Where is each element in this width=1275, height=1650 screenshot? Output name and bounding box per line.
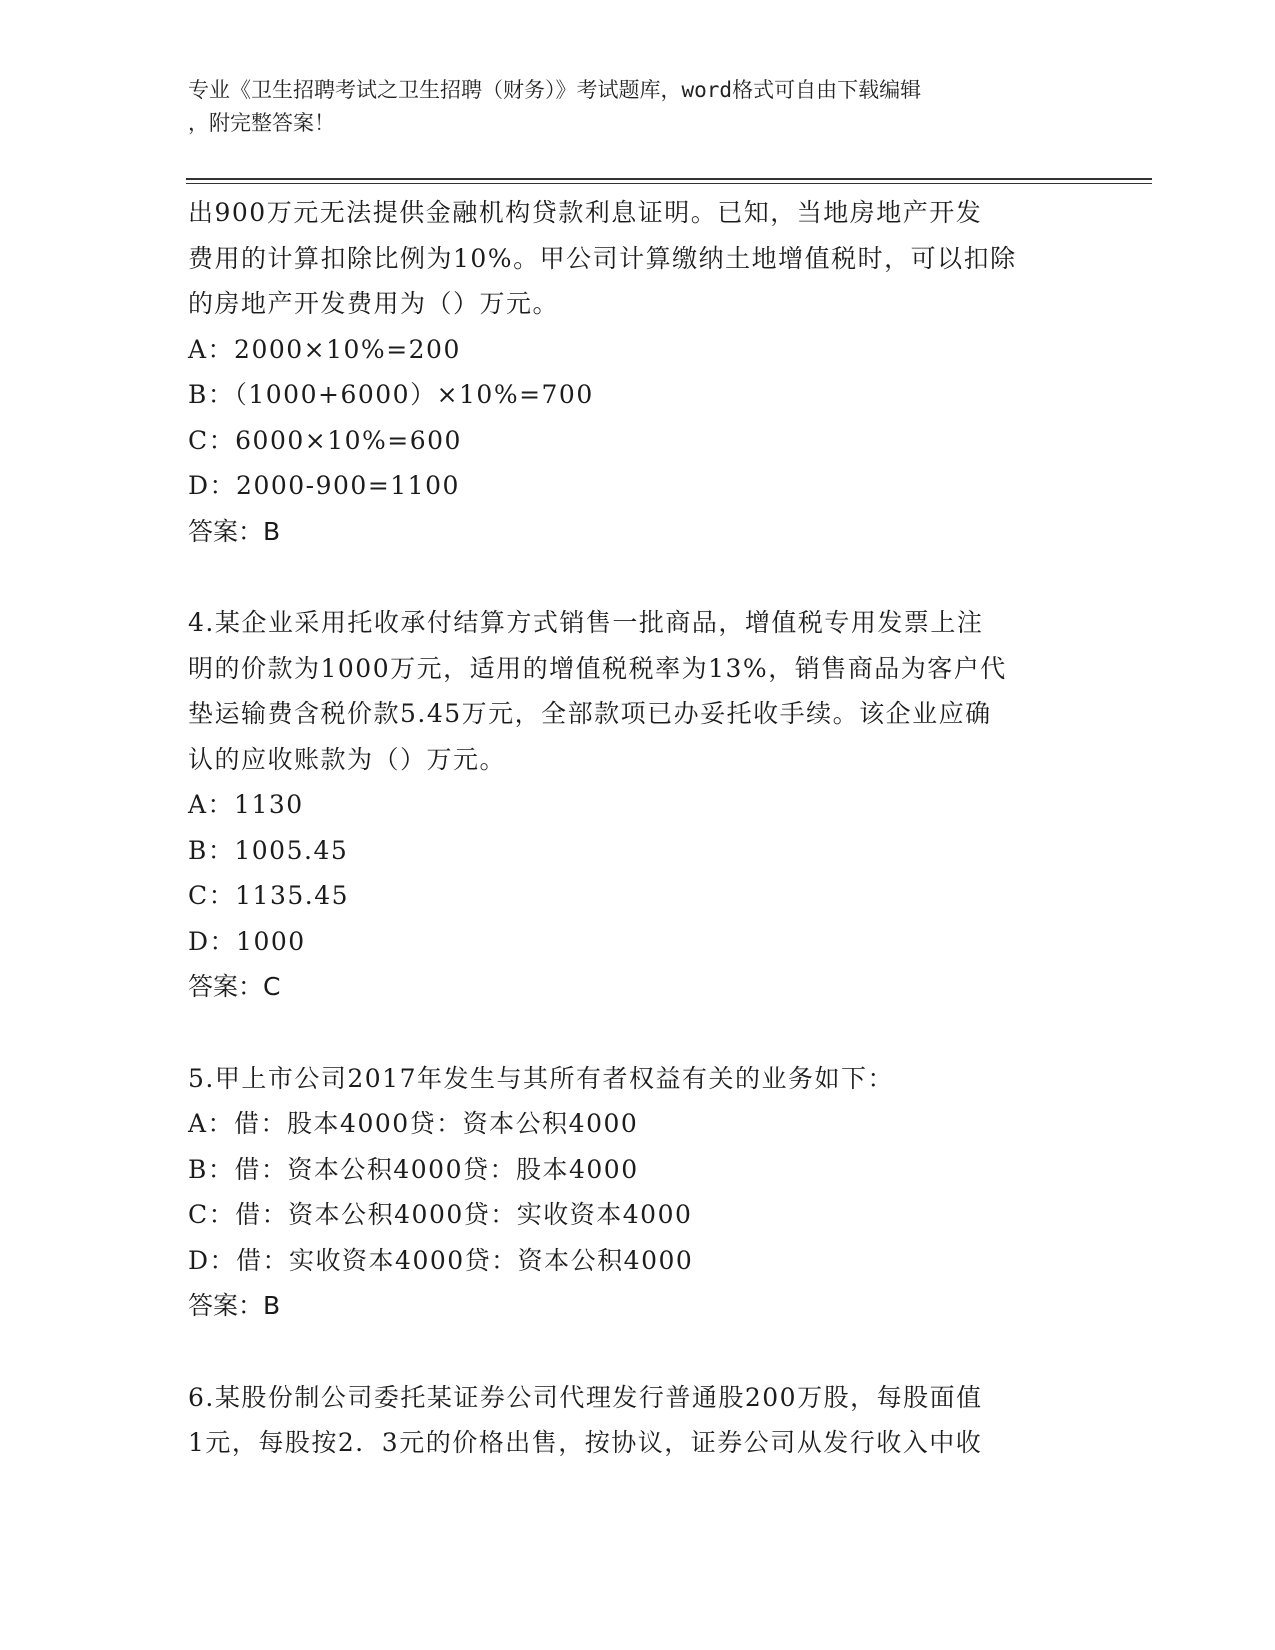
question-5 bbox=[188, 1056, 1088, 1329]
header-rule-thick bbox=[186, 178, 1152, 180]
answer-label: 答案：B bbox=[188, 1291, 281, 1320]
option-b: B：借：资本公积4000贷：股本4000 bbox=[188, 1154, 639, 1184]
option-d: D：1000 bbox=[188, 926, 306, 956]
question-4 bbox=[188, 600, 1088, 1010]
option-c: C：借：资本公积4000贷：实收资本4000 bbox=[188, 1200, 693, 1229]
spacer bbox=[188, 554, 1088, 600]
header-rule-thin bbox=[186, 183, 1152, 184]
question-text-line: 费用的计算扣除比例为10%。甲公司计算缴纳土地增值税时，可以扣除 bbox=[188, 243, 1017, 273]
option-c: C：6000×10%=600 bbox=[188, 425, 462, 455]
question-text-line: 5.甲上市公司2017年发生与其所有者权益有关的业务如下： bbox=[188, 1063, 894, 1093]
spacer bbox=[188, 1010, 1088, 1056]
option-d: D：2000-900=1100 bbox=[188, 471, 460, 500]
answer-label: 答案：C bbox=[188, 972, 281, 1001]
answer-label: 答案：B bbox=[188, 516, 281, 546]
option-b: B：（1000+6000）×10%=700 bbox=[188, 380, 594, 409]
header-title-line-2: ，附完整答案！ bbox=[188, 111, 335, 135]
question-text-line: 4.某企业采用托收承付结算方式销售一批商品，增值税专用发票上注 bbox=[188, 608, 984, 637]
option-b: B：1005.45 bbox=[188, 835, 349, 865]
question-text-line: 明的价款为1000万元，适用的增值税税率为13%，销售商品为客户代 bbox=[188, 653, 1007, 683]
question-text-line: 出900万元无法提供金融机构贷款利息证明。已知，当地房地产开发 bbox=[188, 198, 983, 227]
question-text-line: 垫运输费含税价款5.45万元，全部款项已办妥托收手续。该企业应确 bbox=[188, 699, 992, 728]
option-c: C：1135.45 bbox=[188, 881, 350, 910]
question-text-line: 1元，每股按2．3元的价格出售，按协议，证券公司从发行收入中收 bbox=[188, 1428, 983, 1457]
question-text-line: 认的应收账款为（）万元。 bbox=[188, 744, 507, 774]
question-6 bbox=[188, 1375, 1088, 1466]
option-a: A：借：股本4000贷：资本公积4000 bbox=[188, 1109, 639, 1138]
option-d: D：借：实收资本4000贷：资本公积4000 bbox=[188, 1245, 694, 1275]
option-a: A：2000×10%=200 bbox=[188, 334, 461, 364]
header-title-line-1: 专业《卫生招聘考试之卫生招聘（财务）》考试题库，word格式可自由下载编辑 bbox=[188, 78, 922, 102]
question-content bbox=[188, 190, 1088, 1466]
option-a: A：1130 bbox=[188, 790, 304, 819]
question-text-line: 6.某股份制公司委托某证券公司代理发行普通股200万股，每股面值 bbox=[188, 1382, 983, 1412]
document-header bbox=[188, 74, 1088, 140]
question-3 bbox=[188, 190, 1088, 554]
spacer bbox=[188, 1329, 1088, 1375]
question-text-line: 的房地产开发费用为（）万元。 bbox=[188, 289, 560, 318]
